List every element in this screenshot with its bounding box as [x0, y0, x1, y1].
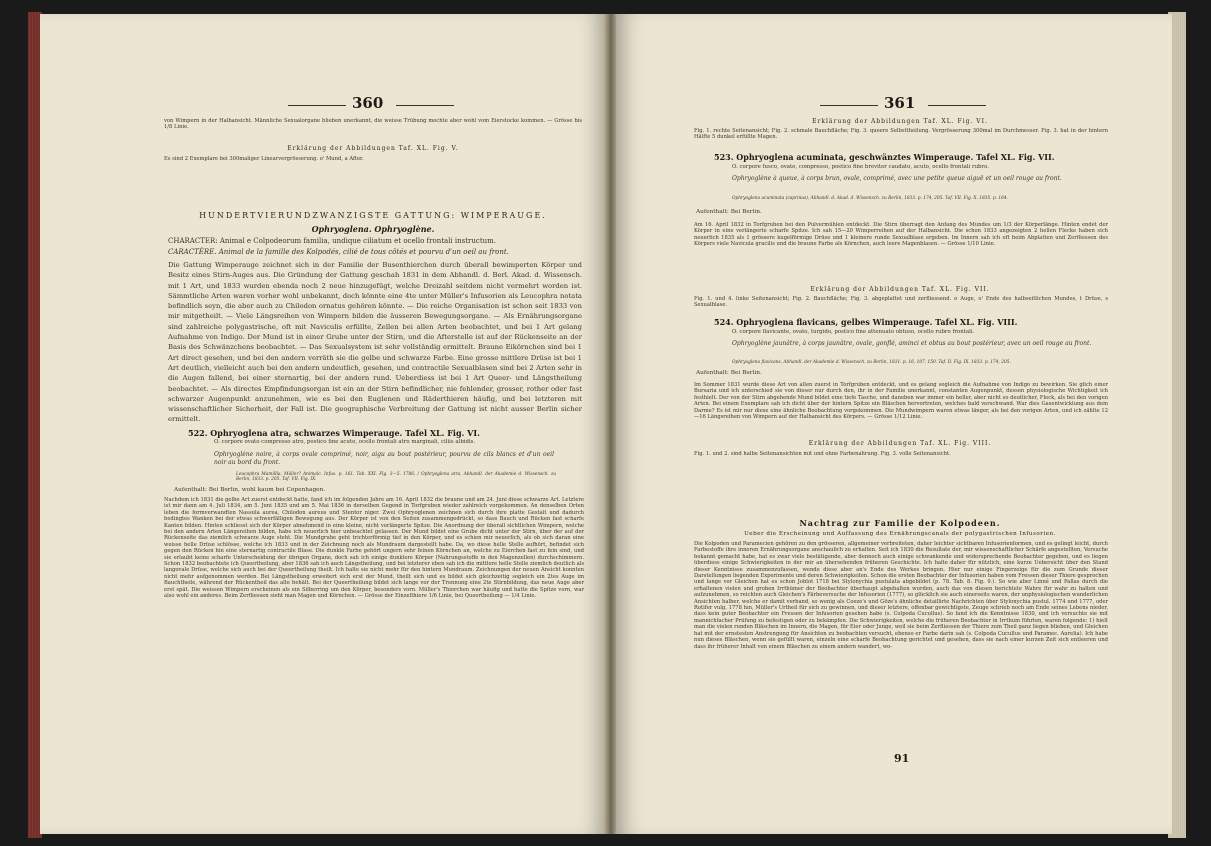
species-523-reference: Ophryoglena acuminata (caprinus), Abhandl. d. Akad. d. Wissensch. zu Berlin, 1833. p. 174, 205. Taf. VII. Fig. X. 1835. p. 164.: [732, 196, 1008, 201]
species-524-latin: O. corpore flavicante, ovato, turgido, postico fine attenuato obtuso, ocello rubro frontali.: [732, 329, 975, 335]
species-523-latin: O. corpore fusco, ovato, compresso, postico fine breviter caudato, acuto, ocello frontali rubro.: [732, 164, 989, 170]
fig-note-mid: Fig. 1. und 4. linke Seitenansicht; Fig. 2. Bauchfläche; Fig. 3. abgeplattet und zerfliessend. o Auge, o' Ende des halbseitlichen Mundes, t Drüse, s Sexualblase.: [694, 296, 1108, 309]
right-page: [616, 14, 1172, 834]
genus-description: Die Gattung Wimperauge zeichnet sich in der Familie der Busenthierchen durch überall bewimperten Körper und Besitz eines Stirn-Auges aus. Die Gründung der Gattung geschah 1831 in dem Abhandl. d. Berl. Akad. d. Wissensch. mit 1 Art, und 1833 wurden ebenda noch 2 neue hinzugefügt, welche Dreizahl seitdem nicht vermehrt worden ist. Sämmtliche Arten waren vorher wohl unbekannt, doch könnte eine 4te unter Müller's Infusorien als Leucophra notata befindlich seyn, die aber auch zu Chilodon ornatus gehören könnte. — Die reiche Organisation ist schon seit 1833 von mir mitgetheilt. — Viele Längsreihen von Wimpern bilden die äusseren Bewegungsorgane. — Als Ernährungsorgane sind zahlreiche polygastrische, oft mit Naviculis erfüllte, Zellen bei allen Arten beobachtet, und bei 1 Art gelang Aufnahme von Indigo. Der Mund ist in einer Grube unter der Stirn, und die Afterstelle ist auf der Rückenseite an der Basis des Schwänzchens beobachtet. — Das Sexualsystem ist sehr vollständig ermittelt. Braune Eikörnchen sind bei 1 Art direct gesehen, und bei den andern verräth sie die gelbe und schwarze Farbe. Eine grosse mittlere Drüse ist bei 1 Art deutlich, vielleicht auch bei den andern undeutlich, gesehen, und contractile Sexualblasen sind bei 2 Arten sehr in die Augen fallend, bei einer sternartig, bei der andern rund. Ueberdiess ist bei 1 Art Queer- und Längstheilung beobachtet. — Als directes Empfindungsorgan ist ein an der Stirn befindlicher, nie fehlender, grosser, rother oder fast schwarzer Augenpunkt anzunehmen, wie es bei den Euglenen und Räderthieren häufig, und bei letzteren mit wissenschaftlicher Sicherheit, der Fall ist. Die geographische Verbreitung der Gattung ist nicht ausser Berlin sicher ermittelt.: [168, 261, 582, 424]
species-524-reference: Ophryoglena flavicans, Abhandl. der Akademie d. Wissensch. zu Berlin, 1831. p. 16, 107, 150. Taf. II. Fig. IX. 1833. p. 174, 205.: [732, 360, 1011, 365]
species-523-french: Ophryoglène à queue, à corps brun, ovale, comprimé, avec une petite queue aiguë et un oeil rouge au front.: [732, 175, 1062, 182]
species-524-description: Im Sommer 1831 wurde diese Art von allen zuerst in Torfgruben entdeckt, und es gelang sogleich die Aufnahme von Indigo zu bewirken. Sie glich einer Bursaria und ich unterschied sie von dieser nur durch den, ihr in der Familie unerkannt, constanten Augenpunkt, dessen physiologische Wichtigkeit ich festhielt. Der von der Stirn abgehende Mund bildet eine tiefe Tasche, und daneben war immer ein heller, aber nicht so deutlicher, Fleck, als bei den vorigen Arten. Bei einem Exemplare sah ich dicht über der hintern Spitze ein Bläschen hervortreten, welches bald verschwand. War dies Gasentwicklung aus dem Darme? Es ist mir nur diese eine ähnliche Beobachtung vorgekommen. Die Mundwimpern waren etwas länger, als bei den vorigen Arten, und ich zählte 12—16 Längsreihen von Wimpern auf der Halbansicht des Körpers. — Grösse 1/12 Linie.: [694, 382, 1108, 421]
nachtrag-subheading: Ueber die Erscheinung und Auffassung des Ernährungscanals der polygastrischen Infusorien.: [744, 531, 1056, 537]
species-522-aufenthalt: Aufenthalt: Bei Berlin, wohl kaum bei Copenhagen.: [174, 487, 326, 493]
fig-caption-mid: Erklärung der Abbildungen Taf. XL. Fig. VII.: [810, 286, 990, 293]
fig-caption: Erklärung der Abbildungen Taf. XL. Fig. V.: [287, 145, 459, 152]
fig-note-bottom: Fig. 1. und 2. sind halbe Seitenansichten mit und ohne Farbenahrung. Fig. 3. volle Seitenansicht.: [694, 451, 951, 457]
header-rule-left: [820, 105, 878, 106]
species-523-description: Am 16. April 1832 in Torfgruben bei den Pulvermühlen entdeckt. Die Stirn überragt den Anfang des Mundes um 1/3 der Körperlänge. Hinten endet der Körper in eine verlängerte scharfe Spitze. Ich sah 15—20 Wimperreihen auf der Halbansicht. Die schon 1833 angezeigten 2 hellen Flecke haben sich neuerlich 1835 als 1 grössere kugelförmige Drüse und 1 kleinere runde Sexualblase ergeben. Im Innern sah ich oft beim Abplatten und Zerfliessen des Körpers viele Navicula gracilis und die braune Farbe als Körnchen, auch leere Magenblasen. — Grösse 1/10 Linie.: [694, 222, 1108, 248]
fig-note-top: Fig. 1. rechte Seitenansicht; Fig. 2. schmale Bauchfläche; Fig. 3. queere Selbsttheilung. Vergrösserung 300mal im Durchmesser. Fig. 3. hat in der hintern Hälfte 5 dunkel erfüllte Magen.: [694, 128, 1108, 141]
character-latin: CHARACTER: Animal e Colpodeorum familia, undique ciliatum et ocello frontali instructum.: [168, 237, 496, 245]
left-page: [40, 14, 606, 834]
character-french: CARACTÈRE. Animal de la famille des Kolpodés, cilié de tous côtés et pourvu d'un oeil au front.: [168, 248, 509, 256]
species-522-latin: O. corpore ovato compresso atro, postico fine acuto, ocello frontali atro marginali, ciliis albidis.: [214, 439, 476, 445]
fig-note: Es sind 2 Exemplare bei 300maliger Linearvergrösserung. o' Mund, a After.: [164, 156, 364, 162]
genus-latin-name: Ophryoglena. Ophryoglène.: [311, 224, 435, 234]
species-522-references: Leucophra Mamillla, Müller? Animalc. Infus. p. 161. Tab. XXI. Fig. 3—5. 1786. / Ophryoglena atra, Abhandl. der Akademie d. Wissensch. zu Berlin, 1833. p. 205. Taf. VII. Fig. IX.: [236, 472, 556, 483]
fig-caption-top: Erklärung der Abbildungen Taf. XL. Fig. VI.: [812, 118, 988, 125]
species-522-french: Ophryoglène noire, à corps ovale comprimé, noir, aigu au bout postérieur, pourvu de cils blancs et d'un oeil noir au bord du front.: [214, 451, 554, 466]
nachtrag-text: Die Kolpoden und Paramecien gehören zu den grösseren, allgemeiner verbreiteten, daher leichter sichtbaren Infusorienformen, und es gelingt leicht, durch Farbestoffe ihre inneren Ernährungsorgane anschaulich zu erhalten. Seit ich 1830 die Resultate der, mir wissenschaftlicher Schärfe angestellten, Versuche bekannt gemacht habe, hat es zwar viele bestätigende, aber dennoch auch einige schwankende und widersprechende Beobachter gegeben, und es liegen überdiess einige Schwierigkeiten in der mir an übersehenden früheren Geschichte. Ich halte daher für nützlich, eine kurze Uebersicht über den Stand dieser Kenntnisse zusammenzufassen, wende diese aber an's Ende des Werkes bringen. Hier nur einige Fingerzeige für die zum Grunde dieser Darstellungen liegenden Experimente und deren Schwierigkeiten. Schon die ersten Beobachter der Infusorien haben vom Fressen dieser Thiere gesprochen und lange vor Gleichen hat es schon Joblot 1718 bei Stylonychia pustulata abgebildet (p. 78. Tab. 8. Fig. 9.). So wie aber Linné und Pallas durch die erhaltenen vielen und groben Irrthümer der Beobachter überhaupt abgehalten wurden, auch das von diesen berichtete Wahre für wahr zu halten und aufzunehmen, so reichten auch Gleichen's Färbeversuche der Infusorien (1777), so glücklich sie auch einerseits waren, der unphysiologischen wunderlichen Ansichten halber, welche er damit verband, so wenig als Coeze's und Göze's ähnliche detaillirte Nachrichten über Stylonychia pustul. 1774 und 1777, oder Rotifer vulg. 1778 hin, Müller's Urtheil für sich zu gewinnen, und dieser letztere, offenbar gewichtigste, Zeuge schrieb noch am Ende seines Lebens nieder, dass kein guter Beobachter ein Fressen der Infusorien gesehen habe (s. Colpoda Cucullus). So fand ich die Kenntnisse 1830, und ich versuchte sie mit mannichfacher Prüfung zu befestigen oder zu bekämpfen. Die Schwierigkeiten, welche die früheren Beobachter in Irrthum führten, waren folgende: 1) hielt man die vielen runden Bläschen im Innern, die Magen, für Eier oder Junge, weil sie beim Zerfliessen der Thiere zum Theil ganz liegen blieben, und Gleichen hat mit der ernstesten Anstrengung für Ansichten zu beobachten versucht, ebenso er Farbe darin sah (s. Colpoda Cucullus und Paramec. Aurelia). Ich habe nun dieses Bläschen, wenn sie gefüllt waren, einzeln eine scharfe Beobachtung gerichtet und gesehen, dass sie nach einer kurzen Zeit sich entleeren und dass ihr früherer Inhalt von einem Bläschen zu einem andern wandert, wo-: [694, 541, 1108, 650]
page-number-360: 360: [352, 94, 384, 112]
species-524-aufenthalt: Aufenthalt: Bei Berlin.: [696, 370, 762, 376]
genus-heading: HUNDERTVIERUNDZWANZIGSTE GATTUNG: WIMPERAUGE.: [199, 211, 547, 220]
species-524-heading: 524. Ophryoglena flavicans, gelbes Wimperauge. Tafel XL. Fig. VIII.: [714, 317, 1018, 327]
species-522-description: Nachdem ich 1831 die gelbe Art zuerst entdeckt hatte, fand ich im folgenden Jahre am 16. April 1832 die braune und am 24. Juni diese schwarze Art. Letztere ist mir dann am 4. Juli 1834, am 5. Juni 1835 und am 5. Mai 1836 in derselben Gegend in Torfgruben wieder zahlreich vorgekommen. An denselben Orten leben die formverwandten Nassula aurea, Chilodon aureus und Stentor niger. Zwei Ophryoglenen zeichnen sich durch ihre platte Gestalt und dadurch bedingtes Wanken bei der etwas schwerfälligen Bewegung aus. Der Körper ist von den Seiten zusammengedrückt, so dass Bauch und Rücken fast scharfe Kanten bilden. Hinten schliesst sich der Körper abnehmend in eine kleine, nicht verlängerte Spitze. Die Anordnung der überall sichtlichen Wimpern, welche bei den andern Arten Längsreihen bilden, habe ich neuerlich hier unbeachtet gelassen. Der Mund bildet eine Grube dicht unter der Stirn, über der auf der Rückenseite das ziemlich schwarze Auge steht. Die Mundgrube geht trichterförmig tief in den Körper, und es schien mir neuerlich, als ob sich daran eine weisse helle Drüse schlösse, welche ich 1833 und in der Zeichnung noch als Mundraum dargestellt habe. Da, wo diese helle Stelle aufhört, befindet sich gegen den Rücken hin eine sternartig contractile Blase. Die dunkle Farbe gehört ungern sehr feinen Körnchen an, welche zu Eierchen fast zu fein sind, und sie erlaubt keine scharfe Unterscheidung der übrigen Organe, doch sah ich einige dunklere Körper (Nahrungsstoffe in den Magenzellen) durchschimmern. Schon 1832 beobachtete ich Queertheilung, aber 1836 sah ich auch Längstheilung, und bei letzterer eben sah ich die mittlere helle Stelle ziemlich deutlich als langovale Drüse, welche sich auch bei der Queertheilung theilt. Ich halte sie nicht mehr für den hintern Mundraum. Zeichnungen der neuen Ansicht konnten nicht mehr aufgenommen werden. Bei Längstheilung erweitert sich erst der Mund, theilt sich und es bildet sich gleichzeitig sogleich ein 2tes Auge im Bauchtheile, während der Rückentheil das alte behält. Bei der Queertheilung bildet sich lange vor der Trennung eine 2te Stirnbildung, das neue Auge aber erst spät. Die weissen Wimpern erscheinen als ein Silberring um den Körper, besonders vorn. Müller's Thierchen war häufig und hatte die Spitze vorn, war also wohl ein anderes. Beim Zerfliessen sieht man Magen und Körnchen. — Grösse der Einzelthiere 1/6 Linie, bei Queertheilung — 1/4 Linie.: [164, 497, 584, 600]
header-rule-right: [396, 105, 454, 106]
species-523-heading: 523. Ophryoglena acuminata, geschwänztes Wimperauge. Tafel XL. Fig. VII.: [714, 152, 1055, 162]
species-522-heading: 522. Ophryoglena atra, schwarzes Wimperauge. Tafel XL. Fig. VI.: [188, 428, 480, 438]
signature-mark: 91: [894, 752, 910, 765]
fig-caption-bottom: Erklärung der Abbildungen Taf. XL. Fig. VIII.: [808, 440, 992, 447]
nachtrag-heading: Nachtrag zur Familie der Kolpodeen.: [799, 518, 1001, 528]
page-number-361: 361: [884, 94, 916, 112]
species-524-french: Ophryoglène jaunâtre, à corps jaunâtre, ovale, gonflé, aminci et obtus au bout postérieur, avec un oeil rouge au front.: [732, 340, 1092, 347]
top-paragraph: von Wimpern in der Halbansicht. Männliche Sexualorgane blieben unerkannt, die weisse Trübung mochte aber wohl vom Eierstocke kommen. — Grösse bis 1/8 Linie.: [164, 118, 582, 131]
species-523-aufenthalt: Aufenthalt: Bei Berlin.: [696, 209, 762, 215]
header-rule-right: [928, 105, 986, 106]
header-rule-left: [288, 105, 346, 106]
